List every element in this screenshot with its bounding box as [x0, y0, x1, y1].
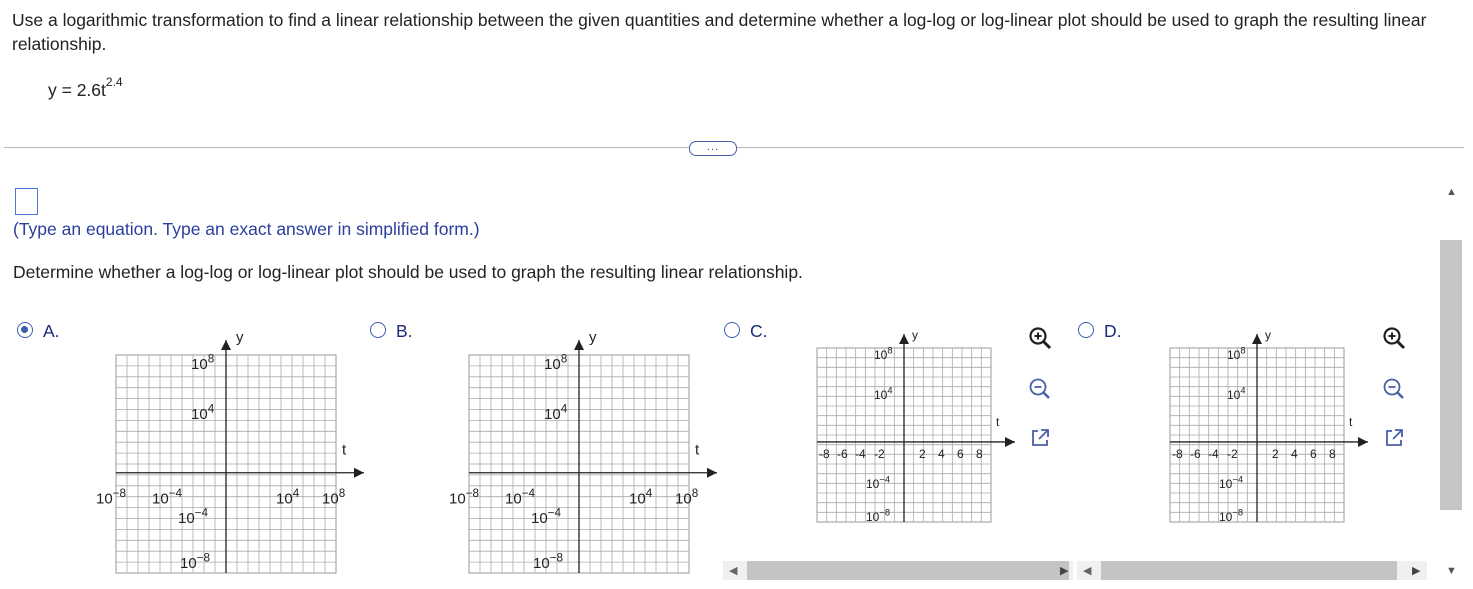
y-tick-label: $10^{-4}$: [178, 506, 209, 527]
x-tick-label: -4: [1208, 446, 1219, 461]
y-tick-label: $10^4$: [1227, 385, 1246, 402]
determine-question: Determine whether a log-log or log-linear plot should be used to graph the resulting linear relationship.: [13, 262, 803, 282]
y-tick-label: $10^{-4}$: [531, 506, 562, 527]
option-a-label: A.: [43, 321, 60, 341]
x-axis-label: t: [342, 441, 347, 459]
y-tick-label: $10^{-8}$: [1219, 507, 1244, 524]
x-tick-label: 2: [919, 446, 926, 461]
y-axis-arrow: [899, 334, 909, 344]
y-tick-label: $10^4$: [544, 402, 568, 423]
scroll-right-icon[interactable]: ▶: [1060, 565, 1069, 577]
x-axis-label: t: [695, 441, 700, 459]
x-tick-label: -6: [1190, 446, 1201, 461]
zoom-out-c-button[interactable]: [1027, 376, 1053, 402]
scroll-left-icon[interactable]: ◀: [729, 565, 738, 577]
y-tick-label: $10^{-4}$: [866, 474, 891, 491]
x-tick-label: $10^8$: [322, 486, 346, 508]
y-tick-label: $10^{-8}$: [180, 551, 211, 572]
x-tick-label: $10^8$: [675, 486, 699, 508]
zoom-out-icon: [1381, 376, 1407, 402]
y-axis-arrow: [574, 340, 584, 350]
x-axis-arrow: [354, 468, 364, 478]
x-tick-label: 4: [938, 446, 945, 461]
y-axis-label: y: [912, 328, 918, 342]
equation-answer-input[interactable]: [15, 188, 38, 215]
x-tick-label: $10^{-8}$: [96, 486, 127, 508]
x-axis-arrow: [1358, 437, 1368, 447]
scroll-right-icon[interactable]: ▶: [1412, 565, 1421, 577]
v-scroll-thumb[interactable]: [1440, 240, 1462, 510]
option-a-radio[interactable]: [17, 322, 33, 338]
x-tick-label: $10^{-4}$: [152, 486, 183, 508]
x-tick-label: -8: [1172, 446, 1183, 461]
x-tick-label: -8: [819, 446, 830, 461]
x-axis-arrow: [1005, 437, 1015, 447]
y-tick-label: $10^4$: [874, 385, 893, 402]
y-axis-label: y: [1265, 328, 1271, 342]
x-tick-label: $10^{-4}$: [505, 486, 536, 508]
y-axis-label: y: [589, 329, 597, 346]
x-tick-label: $10^{-8}$: [449, 486, 480, 508]
graph-b: [443, 320, 733, 585]
zoom-out-icon: [1027, 376, 1053, 402]
x-axis-arrow: [707, 468, 717, 478]
option-d-radio[interactable]: [1078, 322, 1094, 338]
option-c-label: C.: [750, 321, 768, 341]
y-tick-label: $10^{-8}$: [866, 507, 891, 524]
y-tick-label: $10^8$: [191, 352, 215, 373]
scroll-up-icon[interactable]: ▲: [1446, 186, 1457, 198]
x-tick-label: -4: [855, 446, 866, 461]
x-tick-label: 6: [1310, 446, 1317, 461]
y-tick-label: $10^8$: [874, 345, 893, 362]
option-d-label: D.: [1104, 321, 1122, 341]
answer-hint: (Type an equation. Type an exact answer in simplified form.): [13, 219, 480, 239]
x-tick-label: 8: [1329, 446, 1336, 461]
y-tick-label: $10^4$: [191, 402, 215, 423]
x-tick-label: $10^4$: [629, 486, 653, 508]
scroll-left-icon[interactable]: ◀: [1083, 565, 1092, 577]
given-equation: $y = 2.6t^{2.4}$: [48, 75, 123, 100]
graph-a: [90, 320, 380, 585]
question-text: Use a logarithmic transformation to find a linear relationship between the given quantities and determine whether a log-log or log-linear plot should be used to graph the resulting linear relationship.: [12, 10, 1427, 54]
zoom-in-c-button[interactable]: [1027, 325, 1053, 351]
graph-c: [805, 320, 1030, 530]
open-external-c-button[interactable]: [1027, 425, 1053, 451]
x-tick-label: $10^4$: [276, 486, 300, 508]
x-axis-label: t: [996, 414, 1000, 429]
h-scrollbar-c[interactable]: [723, 561, 1073, 580]
zoom-in-icon: [1381, 325, 1407, 351]
zoom-in-d-button[interactable]: [1381, 325, 1407, 351]
y-tick-label: $10^8$: [1227, 345, 1246, 362]
open-external-d-button[interactable]: [1381, 425, 1407, 451]
x-tick-label: 4: [1291, 446, 1298, 461]
h-scroll-thumb-d[interactable]: [1101, 561, 1397, 580]
y-tick-label: $10^8$: [544, 352, 568, 373]
y-axis-arrow: [1252, 334, 1262, 344]
zoom-in-icon: [1027, 325, 1053, 351]
y-axis-label: y: [236, 329, 244, 346]
x-tick-label: 6: [957, 446, 964, 461]
x-tick-label: -2: [1227, 446, 1238, 461]
x-tick-label: 8: [976, 446, 983, 461]
h-scroll-thumb-c[interactable]: [747, 561, 1069, 580]
x-tick-label: -6: [837, 446, 848, 461]
open-external-icon: [1027, 425, 1053, 451]
option-b-label: B.: [396, 321, 413, 341]
y-axis-arrow: [221, 340, 231, 350]
expand-more-button[interactable]: ...: [689, 141, 737, 156]
x-axis-label: t: [1349, 414, 1353, 429]
graph-d: [1158, 320, 1383, 530]
h-scrollbar-d[interactable]: [1077, 561, 1427, 580]
y-tick-label: $10^{-4}$: [1219, 474, 1244, 491]
x-tick-label: 2: [1272, 446, 1279, 461]
x-tick-label: -2: [874, 446, 885, 461]
y-tick-label: $10^{-8}$: [533, 551, 564, 572]
open-external-icon: [1381, 425, 1407, 451]
scroll-down-icon[interactable]: ▼: [1446, 565, 1457, 577]
zoom-out-d-button[interactable]: [1381, 376, 1407, 402]
